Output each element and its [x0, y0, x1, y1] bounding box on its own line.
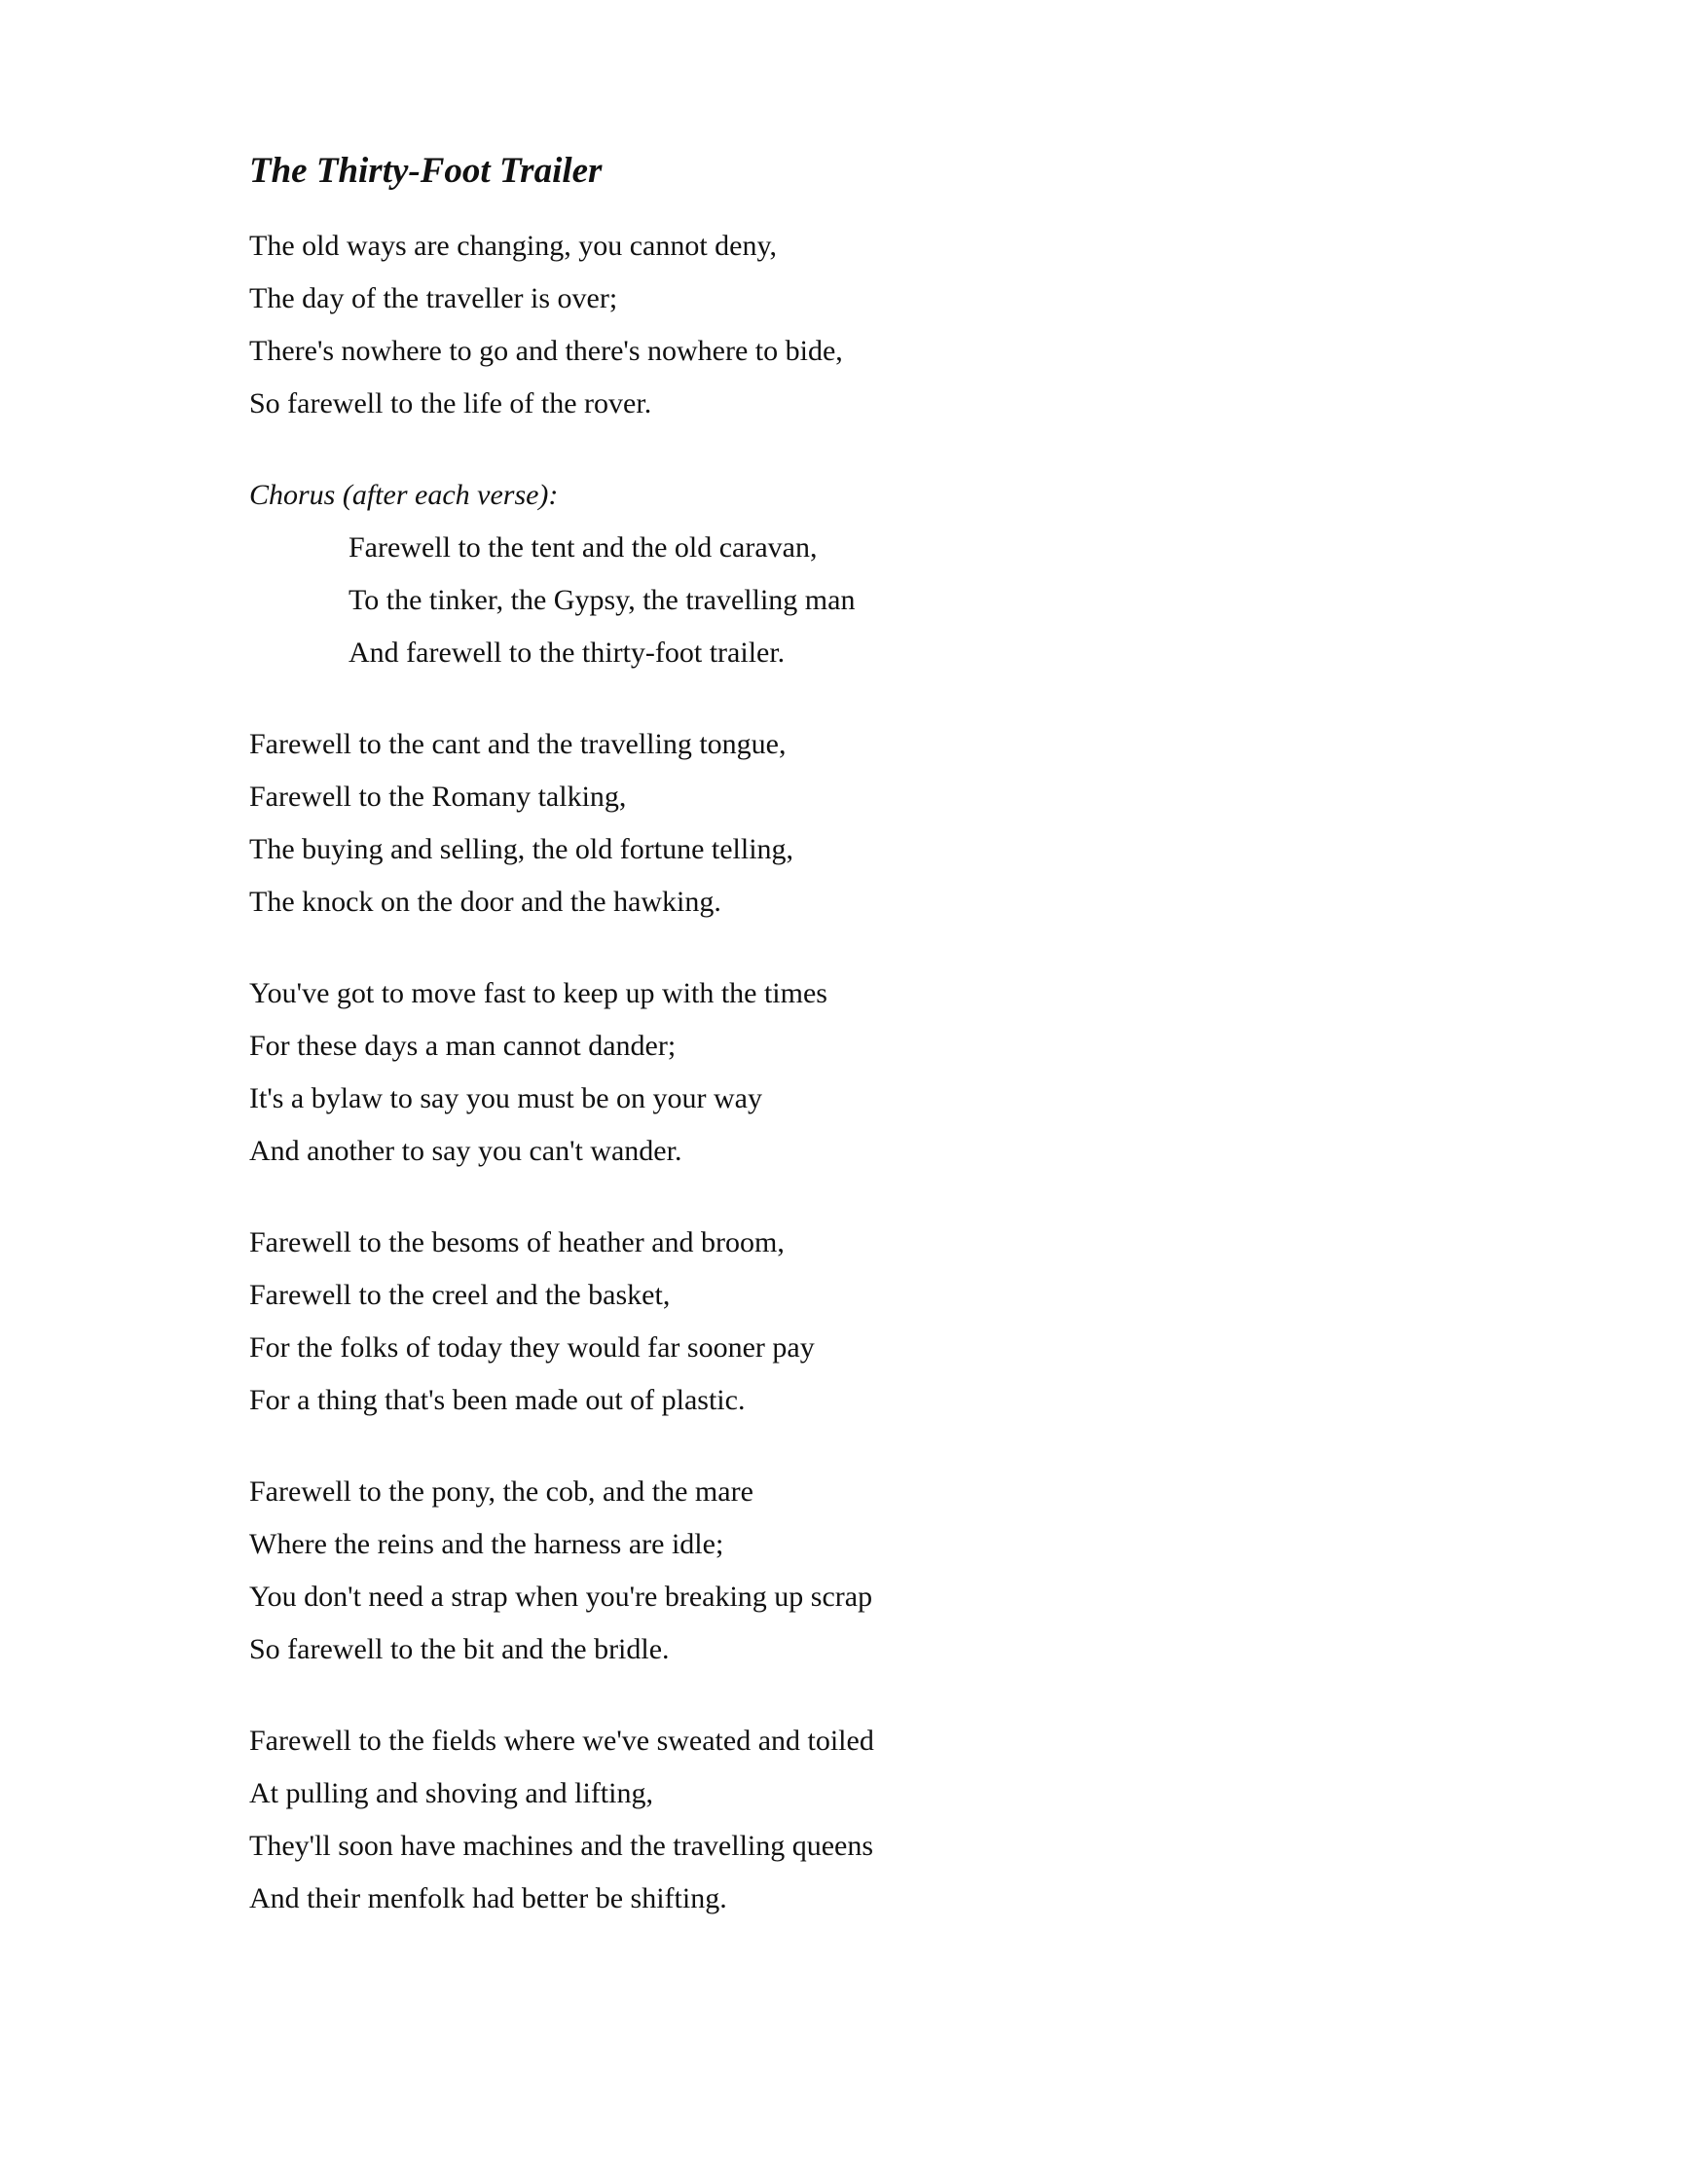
verse-line: Farewell to the Romany talking,	[249, 781, 627, 813]
verse-line: You don't need a strap when you're breaking up scrap	[249, 1581, 873, 1613]
chorus-label: Chorus (after each verse):	[249, 479, 559, 511]
verse-line: For a thing that's been made out of plastic.	[249, 1384, 746, 1416]
verse-line: The old ways are changing, you cannot deny,	[249, 230, 778, 262]
verse-line: And their menfolk had better be shifting.	[249, 1882, 727, 1914]
document-page	[249, 146, 1515, 1964]
chorus-line: To the tinker, the Gypsy, the travelling man	[349, 584, 856, 616]
chorus-line: And farewell to the thirty-foot trailer.	[349, 637, 786, 669]
verse-line: Farewell to the besoms of heather and broom,	[249, 1226, 785, 1258]
verse-line: The day of the traveller is over;	[249, 282, 618, 314]
chorus-line: Farewell to the tent and the old caravan,	[349, 531, 818, 564]
verse-3	[249, 967, 1515, 1178]
verse-line: The knock on the door and the hawking.	[249, 886, 721, 918]
verse-line: For the folks of today they would far sooner pay	[249, 1331, 815, 1364]
chorus-lines	[249, 522, 1515, 679]
verse-6	[249, 1715, 1515, 1925]
verse-line: It's a bylaw to say you must be on your way	[249, 1082, 762, 1114]
verse-line: So farewell to the bit and the bridle.	[249, 1633, 670, 1665]
verse-line: There's nowhere to go and there's nowhere to bide,	[249, 335, 843, 367]
verse-line: At pulling and shoving and lifting,	[249, 1777, 653, 1809]
verse-line: For these days a man cannot dander;	[249, 1030, 677, 1062]
verse-line: Farewell to the pony, the cob, and the mare	[249, 1475, 753, 1508]
song-title: The Thirty-Foot Trailer	[249, 151, 603, 191]
verse-5	[249, 1466, 1515, 1676]
verse-2	[249, 718, 1515, 928]
verse-line: They'll soon have machines and the travelling queens	[249, 1830, 874, 1862]
chorus	[249, 469, 1515, 679]
verse-line: Farewell to the creel and the basket,	[249, 1279, 671, 1311]
verse-line: Where the reins and the harness are idle;	[249, 1528, 724, 1560]
verse-line: So farewell to the life of the rover.	[249, 387, 652, 419]
verse-line: Farewell to the cant and the travelling tongue,	[249, 728, 787, 760]
verse-1	[249, 220, 1515, 430]
verse-line: Farewell to the fields where we've sweated and toiled	[249, 1725, 874, 1757]
verse-line: The buying and selling, the old fortune telling,	[249, 833, 794, 865]
verse-4	[249, 1217, 1515, 1427]
verse-line: You've got to move fast to keep up with the times	[249, 977, 827, 1009]
verse-line: And another to say you can't wander.	[249, 1135, 682, 1167]
